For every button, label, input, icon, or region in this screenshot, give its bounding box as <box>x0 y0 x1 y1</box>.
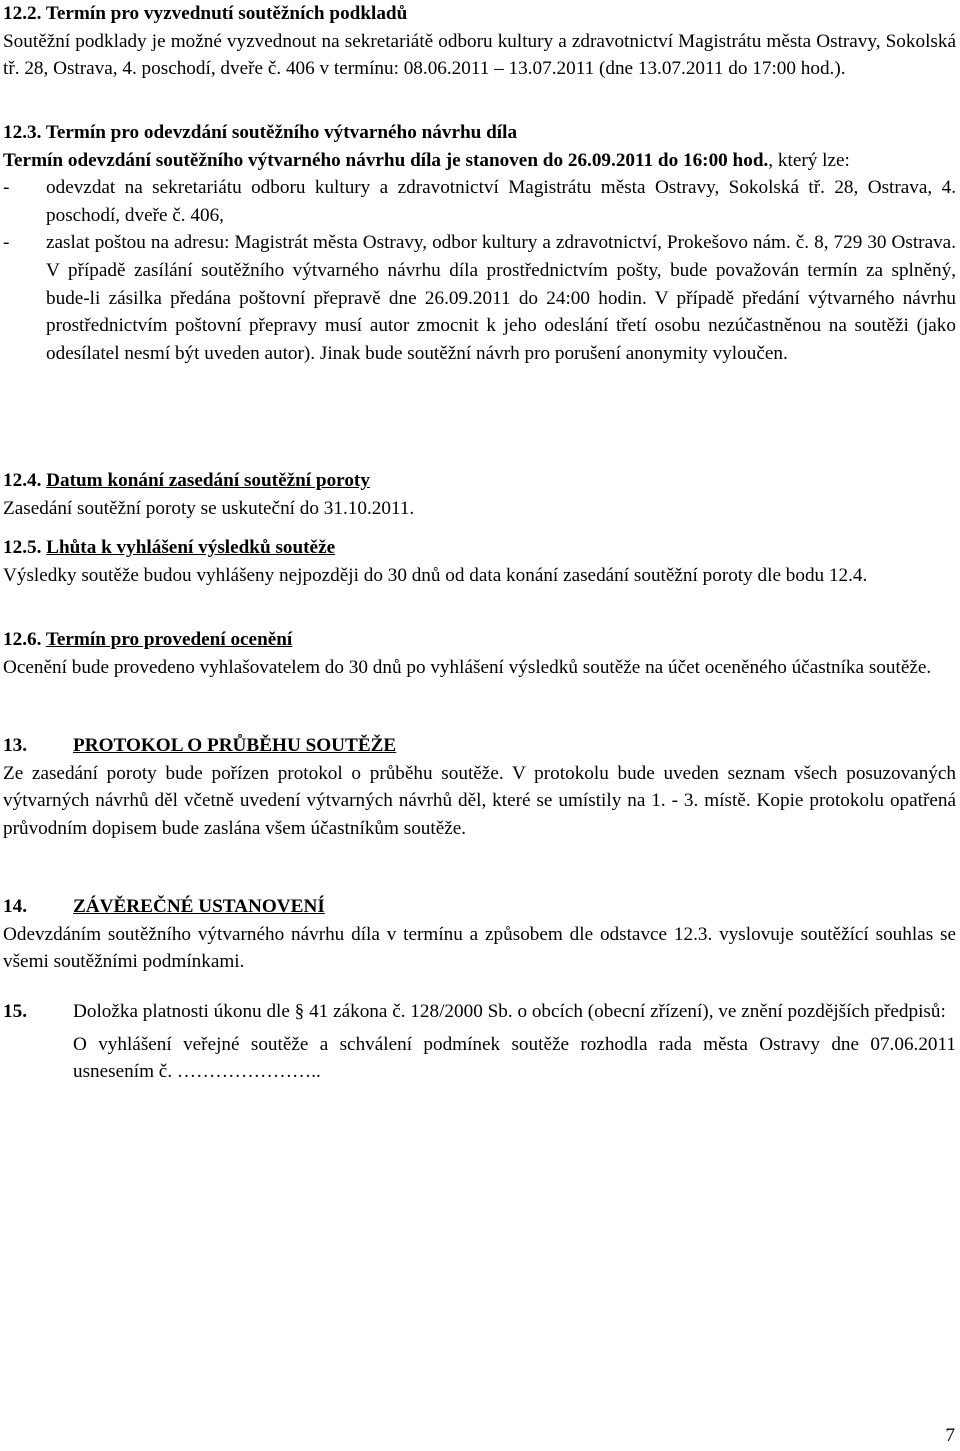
section-15 <box>3 998 956 1086</box>
section-number: 12.5. <box>3 537 42 558</box>
page-number: 7 <box>945 1425 955 1446</box>
section-text: Ocenění bude provedeno vyhlašovatelem do 30 dnů po vyhlášení výsledků soutěže na účet oceněného účastníka soutěže. <box>3 656 932 678</box>
section-number: 12.3. <box>3 122 42 143</box>
section-12-3 <box>3 119 956 367</box>
section-heading <box>3 534 956 562</box>
section-number: 14. <box>3 896 27 917</box>
section-title: Termín pro provedení ocenění <box>45 629 293 650</box>
section-12-6 <box>3 626 956 681</box>
list-item <box>3 229 956 367</box>
section-title: Datum konání zasedání soutěžní poroty <box>46 470 370 491</box>
section-14 <box>3 893 956 976</box>
section-heading <box>3 626 956 654</box>
section-heading <box>3 467 956 495</box>
section-heading <box>3 119 956 147</box>
section-text: Doložka platnosti úkonu dle § 41 zákona č. 128/2000 Sb. o obcích (obecní zřízení), ve znění pozdějších předpisů: <box>73 1001 946 1022</box>
list-dash: - <box>3 232 10 254</box>
section-text: Zasedání soutěžní poroty se uskuteční do 31.10.2011. <box>3 497 415 519</box>
list-item <box>3 174 956 229</box>
section-12-2 <box>3 0 956 83</box>
section-number: 12.6. <box>3 629 42 650</box>
section-number: 15. <box>3 1001 27 1022</box>
section-lead <box>3 147 956 175</box>
section-12-5 <box>3 534 956 589</box>
section-title: ZÁVĚREČNÉ USTANOVENÍ <box>73 896 325 917</box>
section-body <box>3 998 956 1086</box>
section-number: 12.2. <box>3 3 42 24</box>
section-title: PROTOKOL O PRŮBĚHU SOUTĚŽE <box>73 735 397 756</box>
list-item-text: zaslat poštou na adresu: Magistrát města Ostravy, odbor kultury a zdravotnictví, Prokešovo nám. č. 8, 729 30 Ostrava. V případě zasílání soutěžního výtvarného návrhu díla prostřednictvím pošty, bude považován termín za splněný, bude-li zásilka předána poštovní přepravě dne 26.09.2011 do 24:00 hodin. V případě předání výtvarného návrhu prostřednictvím poštovní přepravy musí autor zmocnit k jeho odeslání třetí osobu nezúčastněnou na soutěži (jako odesílatel nesmí být uveden autor). Jinak bude soutěžní návrh pro porušení anonymity vyloučen. <box>46 232 956 364</box>
section-13 <box>3 732 956 842</box>
section-heading <box>3 893 956 921</box>
section-text: Odevzdáním soutěžního výtvarného návrhu díla v termínu a způsobem dle odstavce 12.3. vyslovuje soutěžící souhlas se všemi soutěžními podmínkami. <box>3 923 956 973</box>
section-heading <box>3 0 956 28</box>
section-text: Soutěžní podklady je možné vyzvednout na sekretariátě odboru kultury a zdravotnictví Magistrátu města Ostravy, Sokolská tř. 28, Ostrava, 4. poschodí, dveře č. 406 v termínu: 08.06.2011 – 13.07.2011 (dne 13.07.2011 do 17:00 hod.). <box>3 30 956 80</box>
deadline-text: Termín odevzdání soutěžního výtvarného návrhu díla je stanoven do 26.09.2011 do 16:00 hod. <box>3 149 769 171</box>
lead-continuation: , který lze: <box>768 149 850 171</box>
resolution-text: O vyhlášení veřejné soutěže a schválení podmínek soutěže rozhodla rada města Ostravy dne 07.06.2011 usnesením č. ………………….. <box>73 1033 956 1083</box>
section-text: Ze zasedání poroty bude pořízen protokol o průběhu soutěže. V protokolu bude uveden seznam všech posuzovaných výtvarných návrhů děl včetně uvedení výtvarných návrhů děl, které se umístily na 1. - 3. místě. Kopie protokolu opatřená průvodním dopisem bude zaslána všem účastníkům soutěže. <box>3 762 956 839</box>
section-number: 13. <box>3 735 27 756</box>
list-item-text: odevzdat na sekretariátu odboru kultury a zdravotnictví Magistrátu města Ostravy, Sokolská tř. 28, Ostrava, 4. poschodí, dveře č. 406, <box>46 177 956 226</box>
section-text: Výsledky soutěže budou vyhlášeny nejpozději do 30 dnů od data konání zasedání soutěžní poroty dle bodu 12.4. <box>3 564 868 586</box>
section-title: Termín pro vyzvednutí soutěžních podkladů <box>45 3 408 24</box>
list-dash: - <box>3 177 10 199</box>
section-heading <box>3 732 956 760</box>
section-title: Lhůta k vyhlášení výsledků soutěže <box>46 537 336 558</box>
section-title: Termín pro odevzdání soutěžního výtvarného návrhu díla <box>45 122 518 143</box>
section-number: 12.4. <box>3 470 42 491</box>
section-12-4 <box>3 467 956 522</box>
